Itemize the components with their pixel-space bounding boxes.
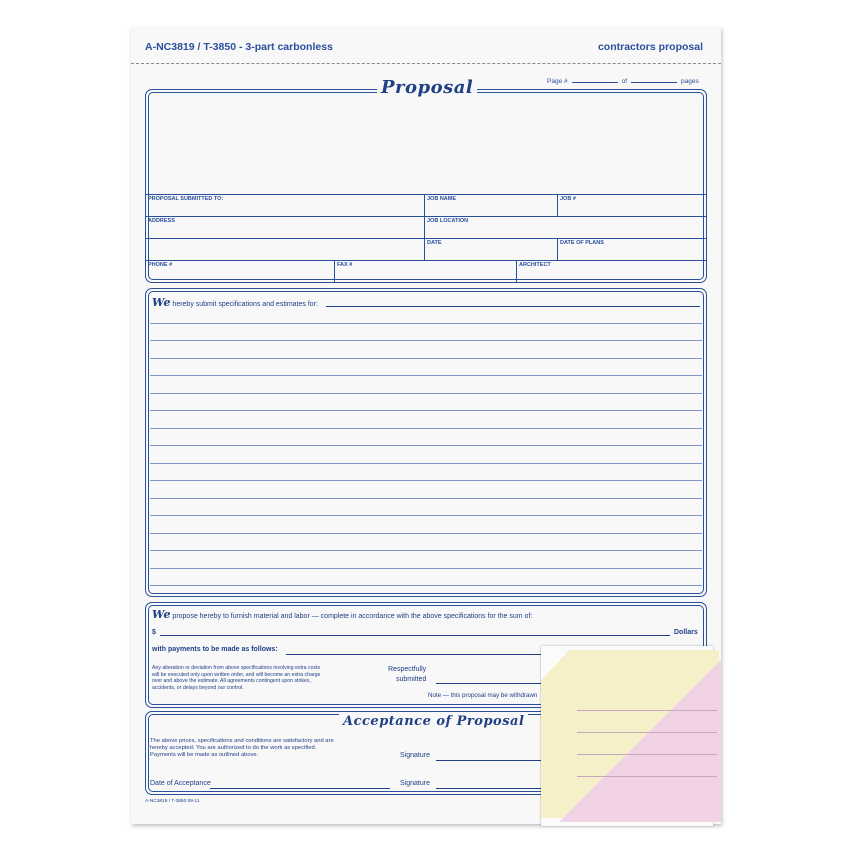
dollar-sign: $: [152, 629, 156, 636]
job-number-label: JOB #: [560, 196, 576, 202]
product-code: A-NC3819 / T-3850 - 3-part carbonless: [145, 41, 333, 53]
page-label: Page #: [547, 78, 568, 85]
job-name-label: JOB NAME: [427, 196, 457, 202]
date-of-acceptance-line[interactable]: [210, 788, 390, 789]
submitted-label: submitted: [396, 676, 427, 683]
date-of-plans-label: DATE OF PLANS: [560, 240, 604, 246]
job-location-label: JOB LOCATION: [427, 218, 469, 224]
page-of-pages: [547, 78, 699, 85]
date-of-acceptance-label: Date of Acceptance: [150, 780, 211, 787]
submitted-to-label: PROPOSAL SUBMITTED TO:: [148, 196, 224, 202]
withdrawal-note: Note — this proposal may be withdrawn: [428, 692, 538, 699]
specifications-heading: [152, 296, 318, 309]
architect-label: ARCHITECT: [519, 262, 551, 268]
drop-cap: We: [152, 608, 171, 621]
job-info-box: [145, 89, 707, 283]
acceptance-title: Acceptance of Proposal: [339, 714, 528, 729]
product-name: contractors proposal: [597, 41, 703, 53]
date-label: DATE: [427, 240, 442, 246]
respectfully-label: Respectfully: [388, 666, 427, 673]
fax-label: FAX #: [337, 262, 353, 268]
specifications-text: hereby submit specifications and estimates for:: [172, 301, 318, 308]
drop-cap: We: [152, 296, 171, 309]
pages-label: pages: [681, 78, 699, 85]
propose-heading: [152, 608, 532, 621]
form-number: A-NC3819 / T-3850 09-11: [145, 799, 200, 804]
signature-label-2: Signature: [400, 780, 430, 787]
dollars-label: Dollars: [674, 629, 698, 636]
propose-text: propose hereby to furnish material and labor — complete in accordance with the above specifications for the sum of:: [172, 613, 533, 620]
signature-label-1: Signature: [400, 752, 430, 759]
of-label: of: [621, 78, 628, 85]
page-number-blank[interactable]: [572, 82, 618, 83]
acceptance-text: The above prices, specifications and conditions are satisfactory and are hereby accepted. You are authorized to do the work as specified. Payments will be made as outlined above.: [150, 738, 334, 758]
total-pages-blank[interactable]: [631, 82, 677, 83]
phone-label: PHONE #: [148, 262, 173, 268]
specifications-box: [145, 288, 707, 597]
amount-line[interactable]: [160, 635, 670, 636]
pink-copy-lines: [577, 690, 717, 820]
address-label: ADDRESS: [148, 218, 175, 224]
payments-label: with payments to be made as follows:: [152, 646, 278, 653]
terms-fine-print: Any alteration or deviation from above specifications involving extra costs will be executed only upon written order, and will become an extra charge over and above the estimate. All agreements contingent upon strikes, accidents, or delays beyond our control.: [152, 665, 321, 691]
perforation-line: [131, 63, 721, 64]
form-title: Proposal: [377, 77, 477, 98]
